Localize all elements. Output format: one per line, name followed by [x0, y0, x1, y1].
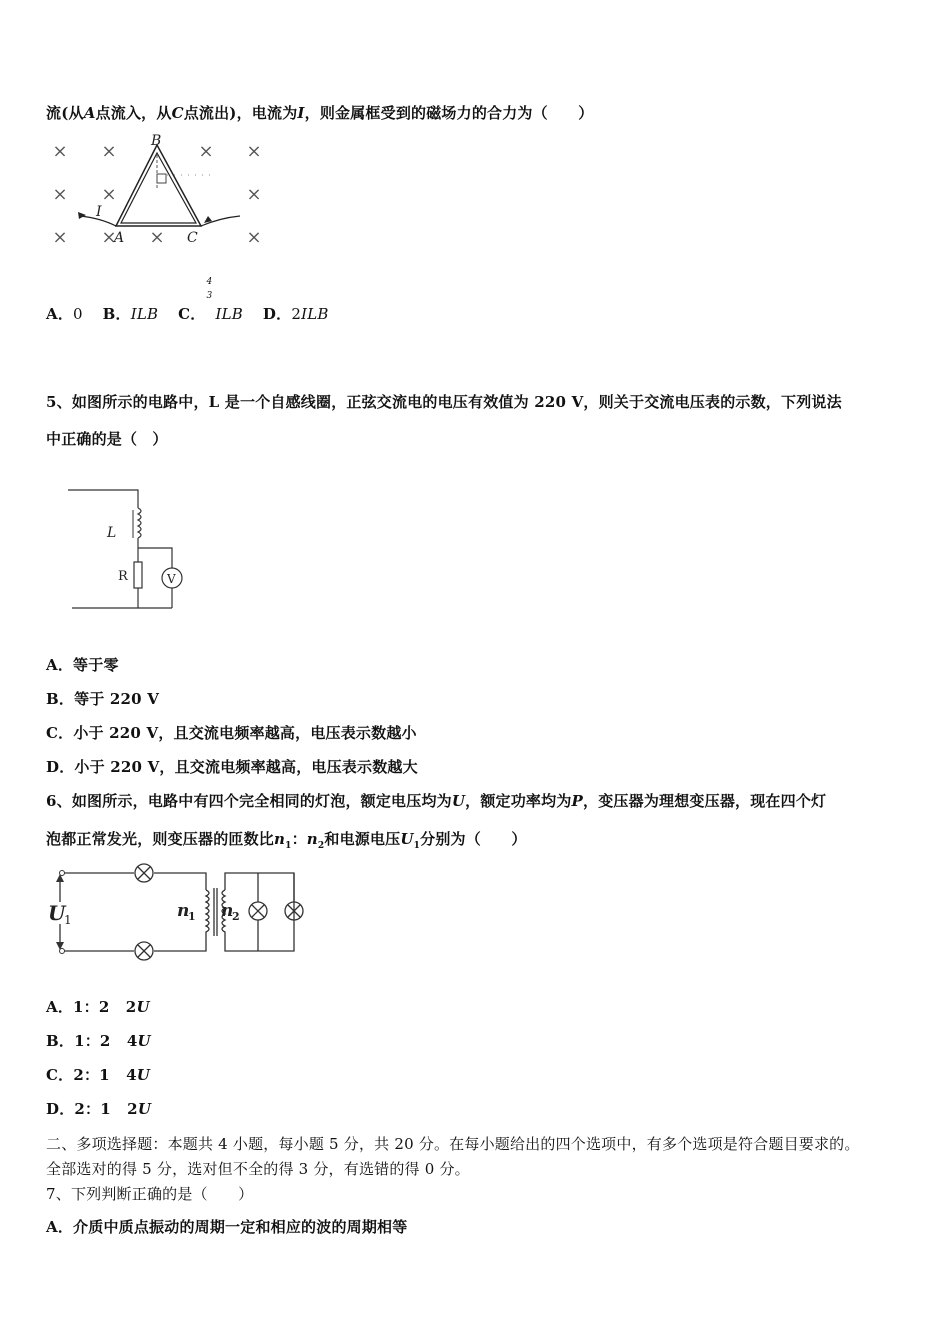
field-cross: ×: [101, 141, 117, 162]
q6-transformer-figure: [44, 862, 304, 962]
q6-option-b-key: B．1：2: [46, 1032, 111, 1050]
section2-instructions-line2: 全部选对的得 5 分，选对但不全的得 3 分，有选错的得 0 分。: [46, 1160, 470, 1178]
field-cross: ×: [198, 141, 214, 162]
q4-option-d-value: ILB: [301, 305, 329, 323]
label-n2-sub: 2: [232, 910, 240, 923]
q5-option-c: C．小于 220 V，且交流电频率越高，电压表示数越小: [46, 724, 417, 742]
primary-coil: [206, 890, 209, 934]
resistor: [134, 562, 142, 588]
section2-instructions-line1: 二、多项选择题：本题共 4 小题，每小题 5 分，共 20 分。在每小题给出的四个选项中，有多个选项是符合题目要求的。: [46, 1135, 860, 1153]
field-cross: ×: [246, 184, 262, 205]
label-n1: n: [177, 901, 190, 921]
field-cross: ×: [52, 227, 68, 248]
q6-option-a: [46, 996, 150, 1017]
q4-option-d-key: D．: [262, 305, 292, 323]
q6-option-d: [46, 1098, 151, 1119]
field-cross: ×: [101, 227, 117, 248]
label-l: L: [107, 525, 117, 541]
q5-circuit-figure: [62, 480, 202, 620]
primary-top-wire: [154, 873, 206, 890]
q4-magnetic-field-figure: [40, 130, 280, 255]
q4-fraction-denominator: 3: [206, 291, 213, 301]
q6-u: U: [451, 792, 466, 810]
q4-option-c-key: C．: [178, 305, 206, 323]
label-u: U: [48, 901, 66, 925]
q5-option-d: D．小于 220 V，且交流电频率越高，电压表示数越大: [46, 758, 418, 776]
current-arrow-icon: [78, 212, 86, 219]
voltmeter-branch-top: [138, 548, 172, 568]
q4-stem-b: 点流入，从: [95, 104, 172, 122]
field-cross: ×: [101, 184, 117, 205]
q4-stem-c: 点流出)，电流为: [183, 104, 298, 122]
q4-options: [46, 277, 329, 324]
right-angle-mark: [157, 174, 166, 183]
q4-option-b-value: ILB: [130, 305, 159, 323]
q4-option-d-coef: 2: [291, 305, 302, 323]
q4-stem-d: ，则金属框受到的磁场力的合力为（ ）: [304, 104, 594, 122]
q4-fraction-numerator: 4: [206, 277, 213, 287]
q6-l1b: ，额定功率均为: [465, 792, 572, 810]
field-cross: ×: [52, 184, 68, 205]
q6-option-b-val: 4: [126, 1032, 138, 1050]
q6-option-a-var: U: [136, 998, 150, 1016]
primary-bottom-wire: [154, 934, 206, 951]
label-n1-sub: 1: [188, 910, 196, 923]
q6-n2-sub: 2: [317, 841, 325, 851]
label-c: C: [187, 230, 198, 246]
q5-option-b: B．等于 220 V: [46, 690, 160, 708]
q6-option-d-var: U: [137, 1100, 152, 1118]
label-i: I: [96, 204, 102, 220]
triangle-frame-outer: [116, 145, 201, 226]
q7-option-a: A．介质中质点振动的周期一定和相应的波的周期相等: [46, 1218, 408, 1236]
q4-point-c: C: [171, 104, 184, 122]
q6-option-b: [46, 1030, 151, 1051]
q6-l2c: 分别为（ ）: [420, 830, 527, 848]
label-a: A: [114, 230, 125, 246]
field-cross: ×: [246, 141, 262, 162]
q4-option-a-value: 0: [73, 305, 83, 323]
q4-current-symbol: I: [297, 104, 305, 122]
q4-stem: [46, 102, 593, 123]
q6-colon: ：: [291, 830, 307, 848]
q6-option-a-val: 2: [125, 998, 137, 1016]
q6-p: P: [571, 792, 584, 810]
q4-stem-a: 流(从: [46, 104, 84, 122]
label-n2: n: [221, 901, 234, 921]
q6-option-b-var: U: [137, 1032, 151, 1050]
q6-option-c: [46, 1064, 150, 1085]
q6-option-c-val: 4: [126, 1066, 137, 1084]
q6-u1-sub: 1: [413, 841, 421, 851]
q6-u1: U: [400, 830, 414, 848]
q6-option-c-var: U: [136, 1066, 151, 1084]
q4-option-b-key: B．: [102, 305, 131, 323]
q6-option-a-key: A．1：2: [46, 998, 110, 1016]
q5-stem-line1: 5、如图所示的电路中，L 是一个自感线圈，正弦交流电的电压有效值为 220 V，则关于交流电压表的示数，下列说法: [46, 393, 842, 411]
q6-option-d-key: D．2：1: [46, 1100, 111, 1118]
q6-stem-line2: [46, 828, 527, 851]
q4-option-c-fraction: [206, 277, 216, 317]
q6-l1c: ，变压器为理想变压器，现在四个灯: [583, 792, 827, 810]
q6-option-c-key: C．2：1: [46, 1066, 110, 1084]
triangle-frame-inner: [121, 153, 196, 223]
label-b: B: [151, 133, 162, 149]
q4-option-c-value: ILB: [215, 305, 244, 323]
inductor-coil: [138, 508, 141, 538]
label-v: V: [167, 572, 176, 586]
field-cross: ×: [149, 227, 165, 248]
q6-n2: n: [306, 830, 318, 848]
q6-n1-sub: 1: [285, 841, 292, 851]
field-cross: ×: [52, 141, 68, 162]
q6-l2b: 和电源电压: [324, 830, 401, 848]
q7-stem: 7、下列判断正确的是（ ）: [46, 1185, 254, 1203]
q4-point-a: A: [83, 104, 96, 122]
q6-l2a: 泡都正常发光，则变压器的匝数比: [46, 830, 275, 848]
top-wire: [68, 490, 138, 508]
label-u-sub: 1: [64, 913, 72, 927]
q6-n1: n: [274, 830, 286, 848]
q5-stem-line2: 中正确的是（ ）: [46, 430, 168, 448]
label-r: R: [118, 569, 128, 584]
q6-l1a: 6、如图所示，电路中有四个完全相同的灯泡，额定电压均为: [46, 792, 452, 810]
q6-stem-line1: [46, 790, 826, 811]
q4-option-a-key: A．: [46, 305, 74, 323]
q6-option-d-val: 2: [127, 1100, 138, 1118]
field-cross: ×: [246, 227, 262, 248]
q5-option-a: A．等于零: [46, 656, 119, 674]
